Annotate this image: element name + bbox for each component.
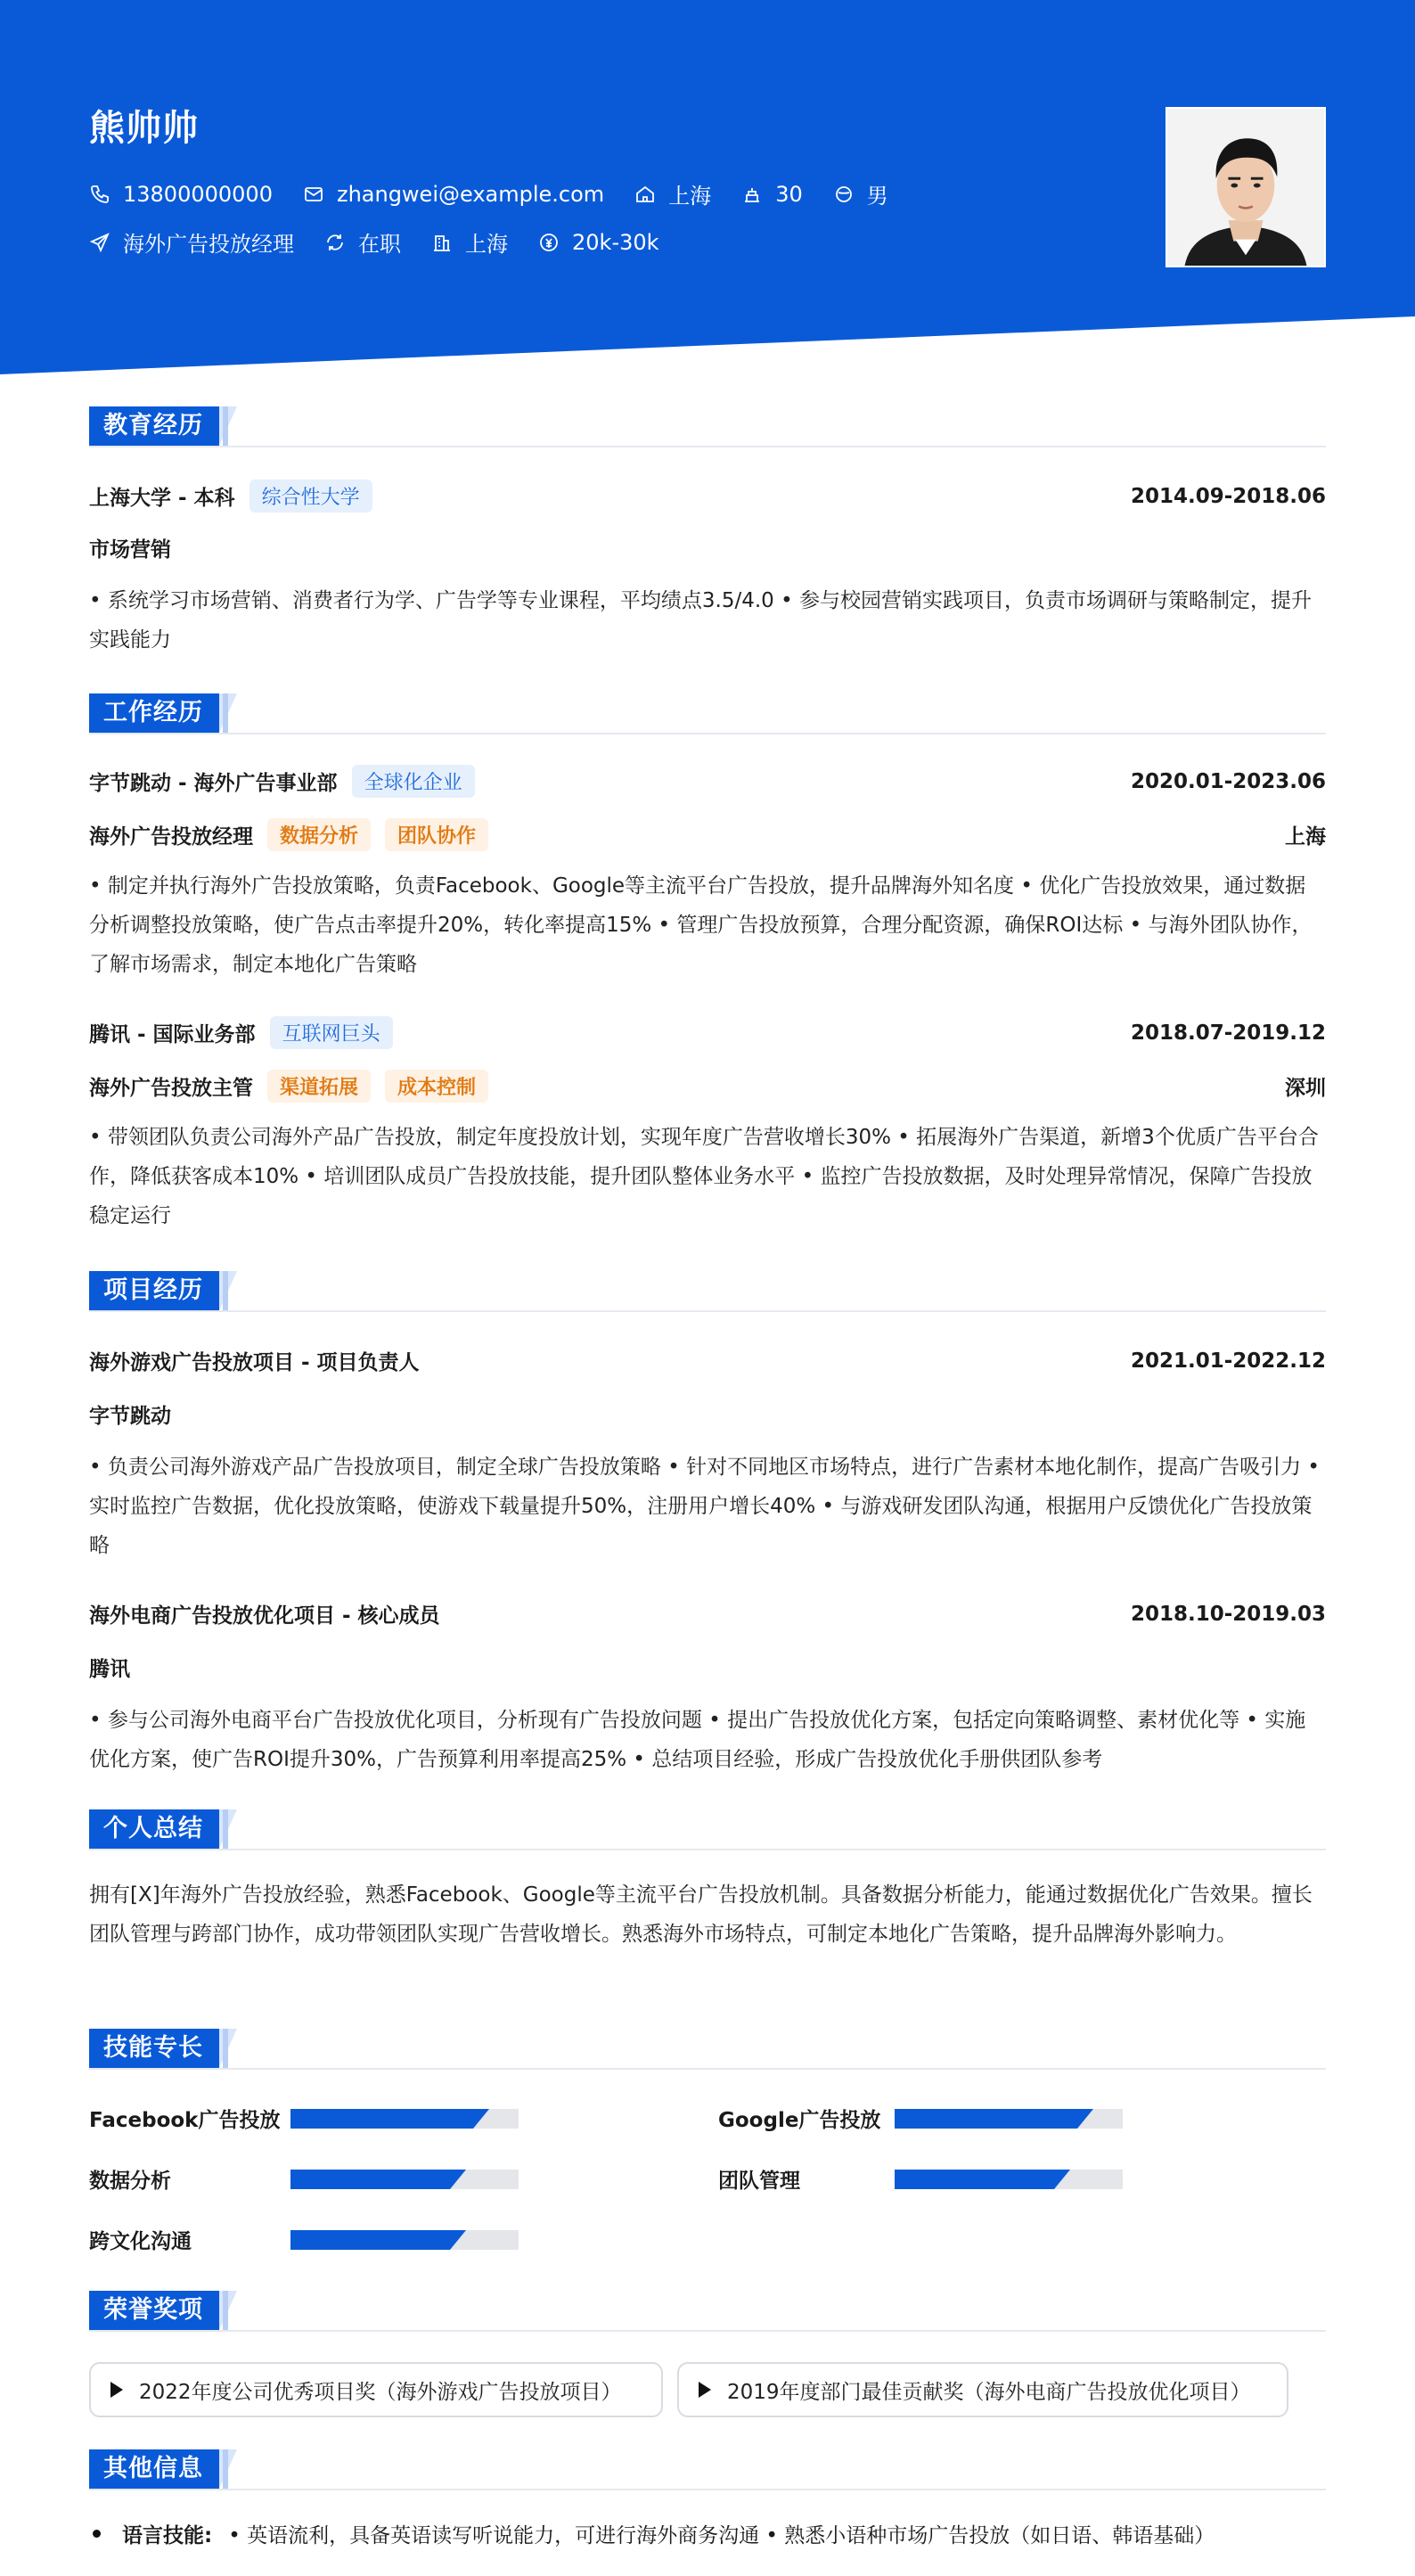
job-role-row bbox=[89, 1070, 1326, 1103]
education-dates: 2014.09-2018.06 bbox=[1130, 484, 1326, 508]
project-company-row bbox=[89, 1653, 1326, 1682]
project-dates: 2018.10-2019.03 bbox=[1130, 1602, 1326, 1626]
section-title: 其他信息 bbox=[89, 2449, 219, 2489]
job-header bbox=[89, 1016, 1326, 1049]
skill-bar bbox=[895, 2170, 1123, 2189]
location-value: 上海 bbox=[668, 184, 712, 209]
skill-name: 数据分析 bbox=[89, 2170, 171, 2193]
skill-bar bbox=[290, 2230, 519, 2250]
phone-value: 13800000000 bbox=[123, 181, 273, 207]
send-icon bbox=[89, 232, 110, 253]
section-decoration bbox=[223, 406, 228, 446]
project-name: 海外电商广告投放优化项目 - 核心成员 bbox=[89, 1604, 440, 1628]
status-icon bbox=[324, 232, 346, 253]
project-description: • 参与公司海外电商平台广告投放优化项目，分析现有广告投放问题 • 提出广告投放优化方案，包括定向策略调整、素材优化等 • 实施优化方案，使广告ROI提升30%，广告预算利用率提高25% • 总结项目经验，形成广告投放优化手册供团队参考 bbox=[89, 1709, 1306, 1771]
projects-section bbox=[89, 1271, 1326, 1771]
location-item bbox=[634, 178, 711, 209]
job-location: 深圳 bbox=[1285, 1077, 1326, 1100]
job-intent-row bbox=[89, 226, 690, 258]
language-label: 语言技能: bbox=[122, 2524, 213, 2547]
skill-name: Facebook广告投放 bbox=[89, 2109, 281, 2132]
skills-section bbox=[89, 2029, 1326, 2260]
money-icon bbox=[538, 232, 560, 253]
email-item bbox=[303, 182, 604, 207]
section-heading bbox=[89, 406, 1326, 447]
language-text: • 英语流利，具备英语读写听说能力，可进行海外商务沟通 • 熟悉小语种市场广告投放（如日语、韩语基础） bbox=[228, 2524, 1215, 2547]
award-item bbox=[89, 2362, 663, 2417]
awards-section bbox=[89, 2291, 1326, 2424]
section-heading bbox=[89, 1809, 1326, 1850]
section-decoration bbox=[223, 2029, 228, 2068]
skill-name: Google广告投放 bbox=[718, 2109, 881, 2132]
job-dates: 2018.07-2019.12 bbox=[1130, 1021, 1326, 1045]
project-dates: 2021.01-2022.12 bbox=[1130, 1349, 1326, 1373]
section-decoration bbox=[223, 1271, 228, 1310]
project-company: 字节跳动 bbox=[89, 1405, 171, 1428]
section-heading bbox=[89, 2291, 1326, 2332]
job-location: 上海 bbox=[1285, 825, 1326, 849]
email-value: zhangwei@example.com bbox=[336, 181, 605, 207]
gender-value: 男 bbox=[866, 184, 888, 209]
triangle-icon bbox=[110, 2382, 123, 2398]
skill-bar-fill bbox=[290, 2109, 473, 2129]
major-name: 市场营销 bbox=[89, 538, 171, 562]
school-name: 上海大学 - 本科 bbox=[89, 487, 235, 510]
job-description: • 制定并执行海外广告投放策略，负责Facebook、Google等主流平台广告投放，提升品牌海外知名度 • 优化广告投放效果，通过数据分析调整投放策略，使广告点击率提升20%，转化率提高15% • 管理广告投放预算，合理分配资源，确保ROI达标 • 与海外团队协作，了解市场需求，制定本地化广告策略 bbox=[89, 874, 1313, 976]
skill-bar-fill bbox=[895, 2170, 1054, 2189]
position-item bbox=[89, 226, 294, 258]
avatar-portrait bbox=[1167, 109, 1324, 266]
building-icon bbox=[431, 232, 453, 253]
job-dates: 2020.01-2023.06 bbox=[1130, 769, 1326, 793]
skill-bar-fill bbox=[895, 2109, 1077, 2129]
mail-icon bbox=[303, 184, 324, 205]
section-heading bbox=[89, 2449, 1326, 2490]
award-text: 2022年度公司优秀项目奖（海外游戏广告投放项目） bbox=[139, 2380, 622, 2404]
salary-value: 20k-30k bbox=[572, 229, 659, 255]
city-item bbox=[431, 226, 508, 258]
education-entry-header bbox=[89, 480, 1326, 513]
candidate-name: 熊帅帅 bbox=[89, 108, 199, 149]
award-item bbox=[677, 2362, 1288, 2417]
skill-tag: 团队协作 bbox=[385, 818, 488, 851]
gender-icon bbox=[833, 184, 855, 205]
skill-tag: 渠道拓展 bbox=[267, 1070, 371, 1103]
skill-tag: 成本控制 bbox=[385, 1070, 488, 1103]
contact-row bbox=[89, 178, 919, 209]
skill-bar bbox=[290, 2170, 519, 2189]
project-header bbox=[89, 1599, 1326, 1628]
status-item bbox=[324, 226, 401, 258]
section-decoration bbox=[223, 1809, 228, 1849]
section-title: 教育经历 bbox=[89, 406, 219, 446]
bullet-icon bbox=[93, 2530, 101, 2538]
skill-bar-fill bbox=[290, 2230, 450, 2250]
section-decoration bbox=[223, 2291, 228, 2330]
age-icon bbox=[741, 184, 763, 205]
section-title: 工作经历 bbox=[89, 693, 219, 733]
project-company: 腾讯 bbox=[89, 1658, 130, 1681]
skill-bar-fill bbox=[290, 2170, 450, 2189]
project-header bbox=[89, 1346, 1326, 1375]
company-name: 腾讯 - 国际业务部 bbox=[89, 1023, 256, 1046]
section-title: 项目经历 bbox=[89, 1271, 219, 1310]
school-tag: 综合性大学 bbox=[249, 480, 372, 513]
section-heading bbox=[89, 693, 1326, 734]
job-role-row bbox=[89, 818, 1326, 851]
summary-section bbox=[89, 1809, 1326, 1946]
age-value: 30 bbox=[775, 181, 803, 207]
award-text: 2019年度部门最佳贡献奖（海外电商广告投放优化项目） bbox=[727, 2380, 1251, 2404]
age-item bbox=[741, 182, 803, 207]
company-tag: 全球化企业 bbox=[352, 765, 475, 798]
company-name: 字节跳动 - 海外广告事业部 bbox=[89, 772, 338, 795]
gender-item bbox=[833, 178, 888, 209]
avatar bbox=[1166, 107, 1326, 267]
job-role: 海外广告投放主管 bbox=[89, 1077, 253, 1100]
section-heading bbox=[89, 2029, 1326, 2070]
company-tag: 互联网巨头 bbox=[270, 1016, 393, 1049]
education-description: • 系统学习市场营销、消费者行为学、广告学等专业课程，平均绩点3.5/4.0 • 参与校园营销实践项目，负责市场调研与策略制定，提升实践能力 bbox=[89, 589, 1312, 652]
section-decoration bbox=[223, 693, 228, 733]
skill-name: 团队管理 bbox=[718, 2170, 800, 2193]
skill-tag: 数据分析 bbox=[267, 818, 371, 851]
project-description: • 负责公司海外游戏产品广告投放项目，制定全球广告投放策略 • 针对不同地区市场特点，进行广告素材本地化制作，提高广告吸引力 • 实时监控广告数据，优化投放策略，使游戏下载量提升50%，注册用户增长40% • 与游戏研发团队沟通，根据用户反馈优化广告投放策略 bbox=[89, 1456, 1320, 1557]
major-row bbox=[89, 533, 1326, 562]
section-title: 技能专长 bbox=[89, 2029, 219, 2068]
job-header bbox=[89, 765, 1326, 798]
language-row bbox=[89, 2519, 1215, 2548]
skill-name: 跨文化沟通 bbox=[89, 2230, 192, 2253]
work-section bbox=[89, 693, 1326, 1227]
summary-text: 拥有[X]年海外广告投放经验，熟悉Facebook、Google等主流平台广告投放机制。具备数据分析能力，能通过数据优化广告效果。擅长团队管理与跨部门协作，成功带领团队实现广告营收增长。熟悉海外市场特点，可制定本地化广告策略，提升品牌海外影响力。 bbox=[89, 1883, 1313, 1946]
home-icon bbox=[634, 184, 656, 205]
section-title: 荣誉奖项 bbox=[89, 2291, 219, 2330]
triangle-icon bbox=[699, 2382, 711, 2398]
job-description: • 带领团队负责公司海外产品广告投放，制定年度投放计划，实现年度广告营收增长30% • 拓展海外广告渠道，新增3个优质广告平台合作，降低获客成本10% • 培训团队成员广告投放技能，提升团队整体业务水平 • 监控广告投放数据，及时处理异常情况，保障广告投放稳定运行 bbox=[89, 1126, 1319, 1227]
section-title: 个人总结 bbox=[89, 1809, 219, 1849]
section-decoration bbox=[223, 2449, 228, 2489]
other-section bbox=[89, 2449, 1326, 2574]
job-role: 海外广告投放经理 bbox=[89, 825, 253, 849]
position-value: 海外广告投放经理 bbox=[123, 232, 294, 257]
phone-icon bbox=[89, 184, 110, 205]
status-value: 在职 bbox=[358, 232, 401, 257]
section-heading bbox=[89, 1271, 1326, 1312]
project-company-row bbox=[89, 1399, 1326, 1429]
education-section bbox=[89, 406, 1326, 652]
skill-bar bbox=[895, 2109, 1123, 2129]
city-value: 上海 bbox=[465, 232, 508, 257]
project-name: 海外游戏广告投放项目 - 项目负责人 bbox=[89, 1351, 420, 1374]
skill-bar bbox=[290, 2109, 519, 2129]
salary-item bbox=[538, 230, 659, 255]
phone-item bbox=[89, 182, 273, 207]
